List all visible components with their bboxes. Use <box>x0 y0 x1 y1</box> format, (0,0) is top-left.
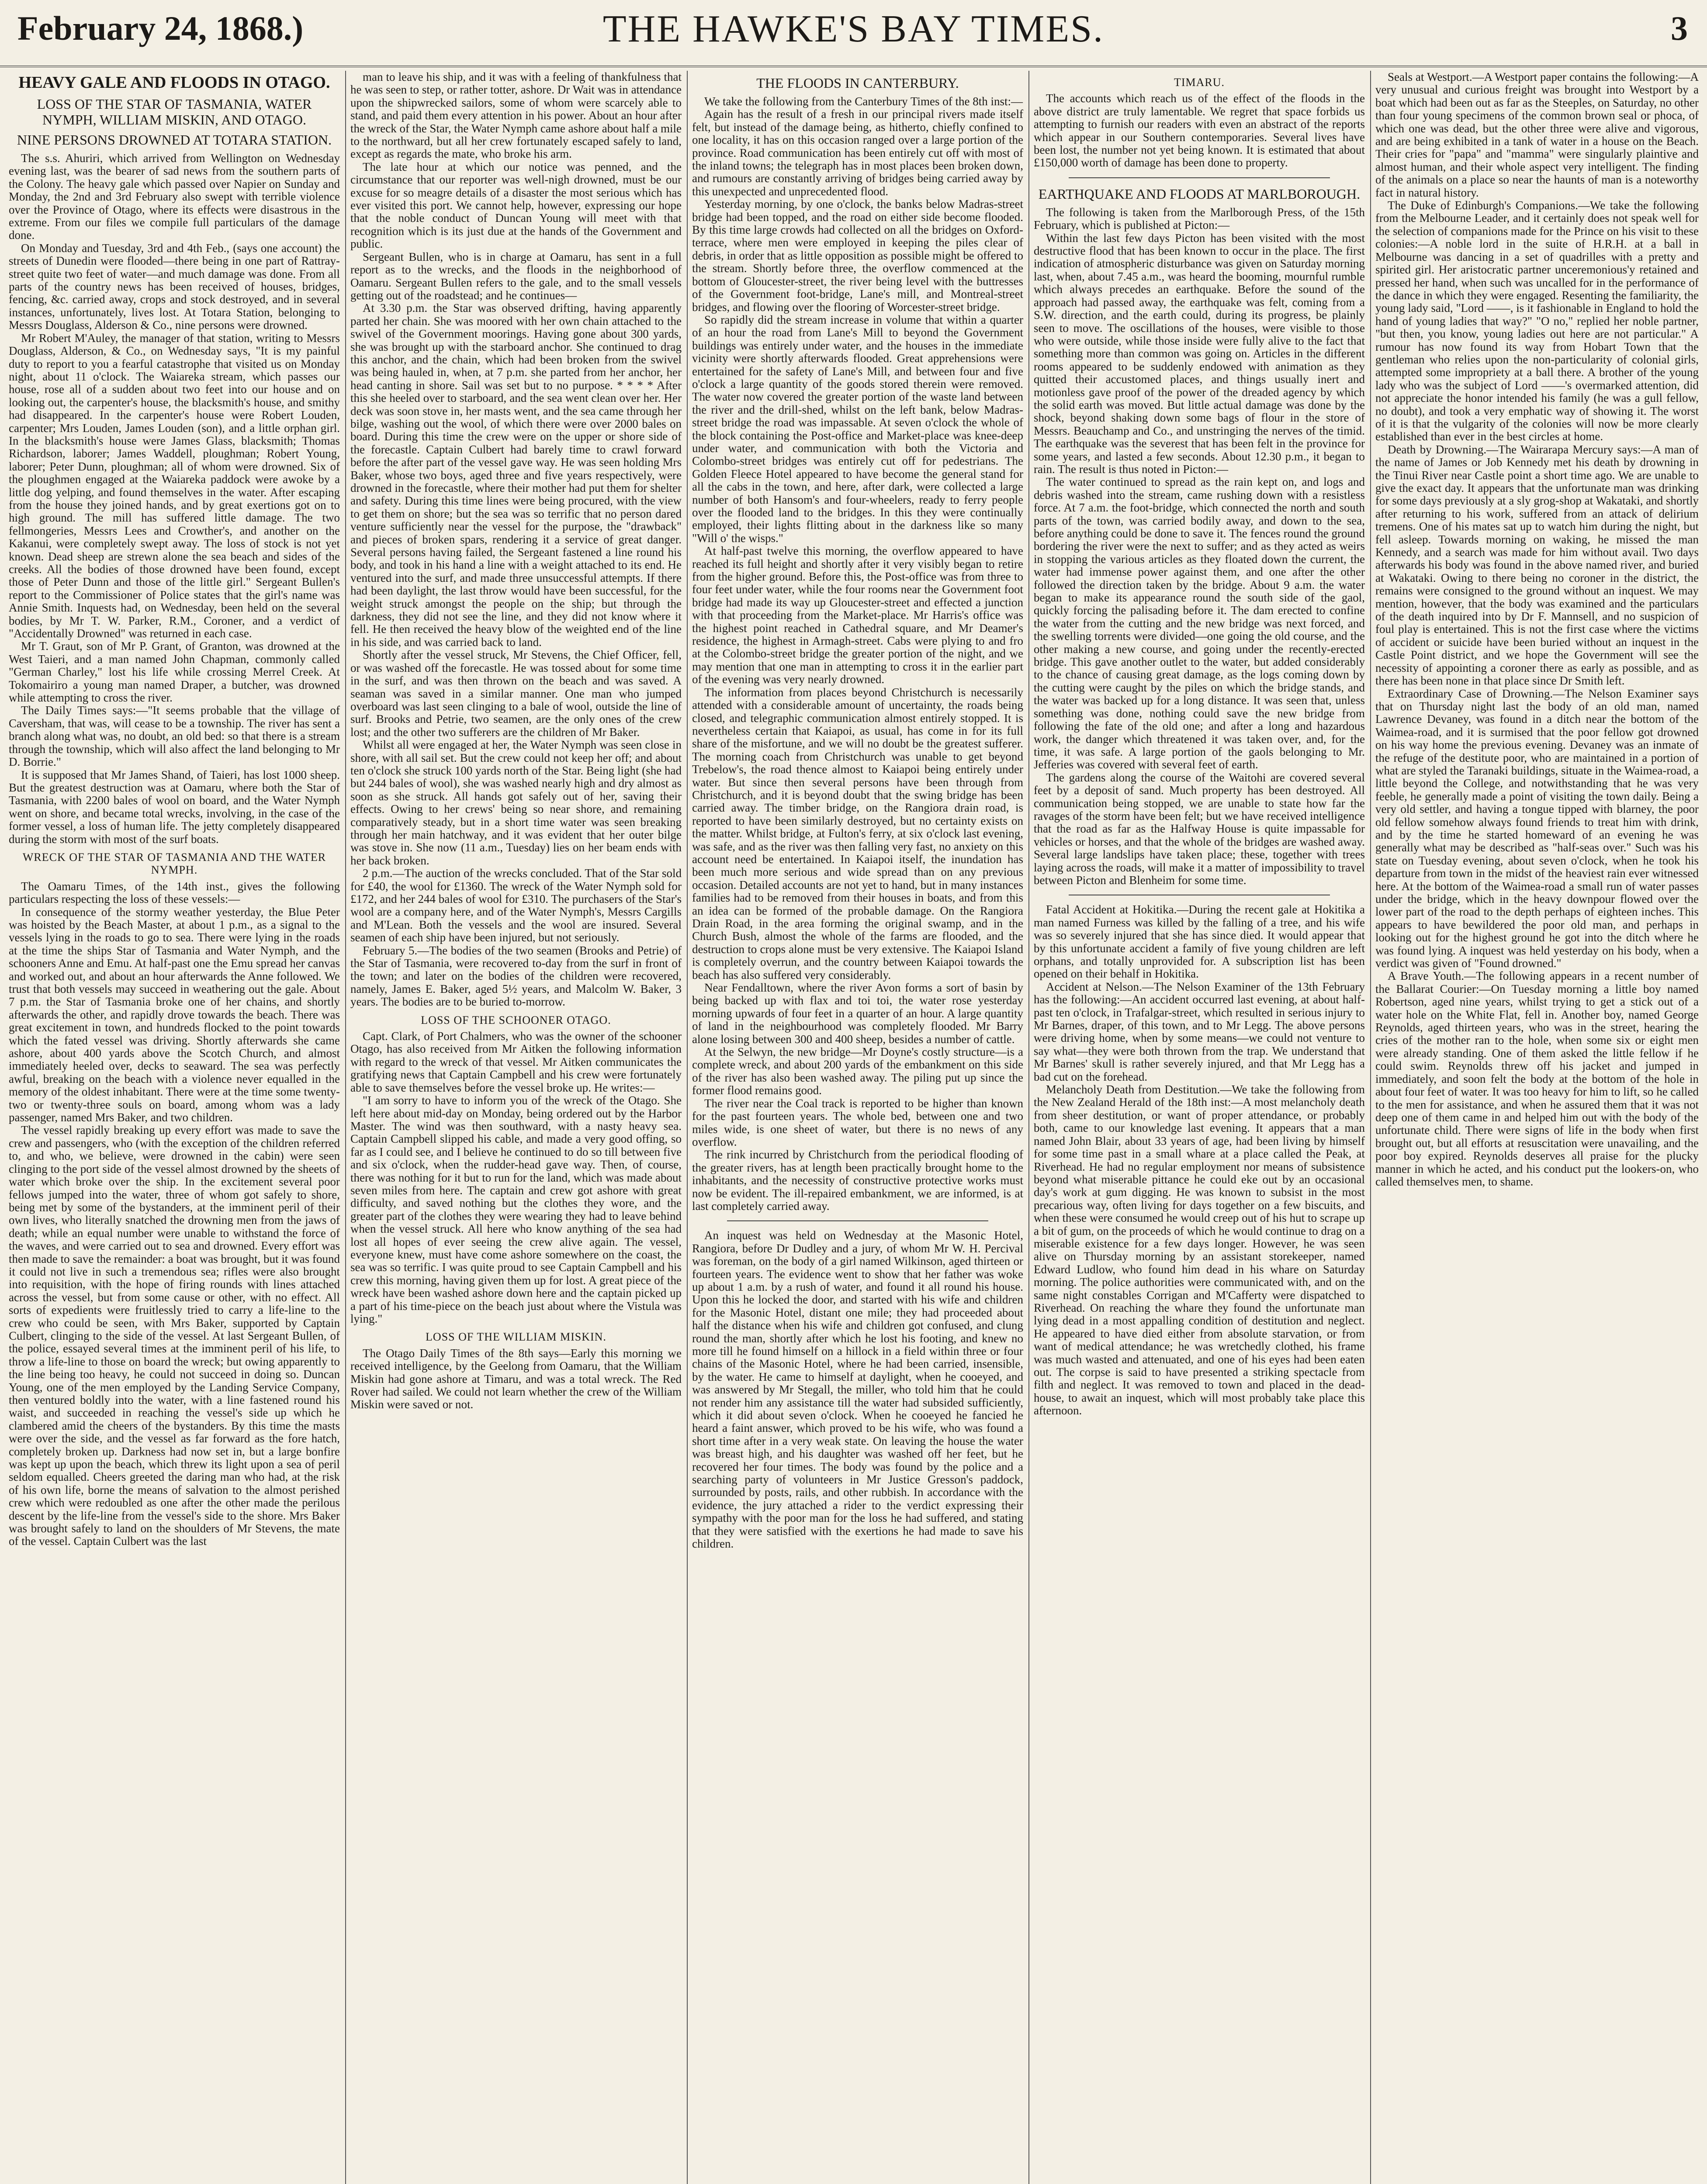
paragraph: 2 p.m.—The auction of the wrecks concluded. That of the Star sold for £40, the wool for £1360. The wreck of the Water Nymph sold for £172, and her 244 bales of wool for £310. The purchasers of the Star's wool are a company here, and of the Water Nymph's, Messrs Cargills and M'Lean. Both the vessels and the wool are insured. Several seamen of each ship have been injured, but not seriously. <box>350 867 682 944</box>
paragraph: A Brave Youth.—The following appears in a recent number of the Ballarat Courier:—On Tuesday morning a little boy named Robertson, aged nine years, whilst trying to get a stick out of a water hole on the White Flat, fell in. Another boy, named George Reynolds, aged thirteen years, who was in the street, hearing the cries of the mother ran to the hole, when some six or eight men were already standing. One of them asked the little fellow if he could swim. Reynolds threw off his jacket and jumped in immediately, and soon felt the body at the bottom of the hole in about four feet of water. It was too heavy for him to lift, so he called to the men for assistance, and when he assured them that it was not deep one of them came in and helped him out with the body of the unfortunate child. There were signs of life in the body when first brought out, but all efforts at resuscitation were unavailing, and the poor boy expired. Reynolds deserves all praise for the plucky manner in which he acted, and his conduct put the lookers-on, who called themselves men, to shame. <box>1375 969 1699 1188</box>
paragraph: Death by Drowning.—The Wairarapa Mercury says:—A man of the name of James or Job Kennedy met his death by drowning in the Tinui River near Castle point a short time ago. We are unable to give the exact day. It appears that the unfortunate man was drinking for some days previously at a sly grog-shop at Wakataki, and shortly after returning to his work, suffered from an attack of delirium tremens. One of his mates sat up to watch him during the night, but fell asleep. Towards morning on waking, he missed the man Kennedy, and a search was made for him without avail. Two days afterwards his body was found in the above named river, and buried at Wakataki. Owing to there being no coroner in the district, the remains were consigned to the ground without an inquest. We may mention, however, that the body was examined and the particulars of the death inquired into by Dr F. Mannsell, and no suspicion of foul play is entertained. This is not the first case where the victims of accident or suicide have been buried without an inquest in the Castle Point district, and we hope the Government will see the necessity of appointing a coroner there as early as possible, and as there has been none in that place since Dr Smith left. <box>1375 442 1699 688</box>
paragraph: The vessel rapidly breaking up every effort was made to save the crew and passengers, who (with the exception of the children referred to, and who, we believe, were drowned in the cabin) were seen clinging to the port side of the vessel almost drowned by the sheets of water which broke over the ship. In the excitement several poor fellows jumped into the water, three of whom got safely to shore, being met by some of the bystanders, at the imminent peril of their own lives, who literally snatched the drowning men from the jaws of death; while an equal number were unable to withstand the force of the waves, and were carried out to sea and drowned. Every effort was then made to save the remainder: a boat was brought, but it was found it could not live in such a tremendous sea; rifles were also brought into requisition, with the hope of firing rounds with lines attached across the vessel, but from some cause or other, with no effect. All sorts of expedients were fruitlessly tried to carry a life-line to the crew who could be seen, with Mrs Baker, supported by Captain Culbert, clinging to the side of the vessel. At last Sergeant Bullen, of the police, essayed several times at the imminent peril of his life, to throw a life-line to those on board the wreck; but owing apparently to the line being too heavy, he could not succeed in doing so. Duncan Young, one of the men employed by the Landing Service Company, then ventured boldly into the water, with a line fastened round his waist, and succeeded in reaching the vessel's side up which he clambered amid the cheers of the bystanders. By this time the masts were over the side, and the vessel as far forward as the fore hatch, completely broken up. Darkness had now set in, but a large bonfire was kept up upon the beach, which threw its light upon a sea of peril seldom equalled. Cheers greeted the daring man who had, at the risk of his own life, borne the means of salvation to the almost perished crew which were redoubled as one after the other made the perilous descent by the life-line from the vessel's side to the shore. Mrs Baker was brought safely to land on the shoulders of Mr Stevens, the mate of the vessel. Captain Culbert was the last <box>9 1123 340 1548</box>
section-subhead: TIMARU. <box>1174 76 1225 89</box>
paragraph: "I am sorry to have to inform you of the wreck of the Otago. She left here about mid-day on Monday, being ordered out by the Harbor Master. The wind was then southward, with a nasty heavy sea. Captain Campbell slipped his cable, and made a very good offing, so far as I could see, and I believe he continued to do so till between five and six o'clock, when the rudder-head gave way. Then, of course, there was nothing for it but to run for the land, which was made about seven miles from here. The captain and crew got ashore with great difficulty, and saved nothing but the clothes they wore, and the greater part of the clothes they were wearing they had to leave behind when the vessel struck. All here who know anything of the sea had lost all hopes of ever seeing the crew alive again. The vessel, everyone knew, must have come ashore somewhere on the coast, the sea was so terrific. I was quite proud to see Captain Campbell and his crew this morning, having given them up for lost. A great piece of the wreck have been washed ashore down here and the captain picked up a part of his time-piece on the beach just about where the Vistula was lying." <box>350 1094 682 1325</box>
paragraph: Again has the result of a fresh in our principal rivers made itself felt, but instead of the damage being, as hitherto, chiefly confined to one locality, it has on this occasion ranged over a large portion of the province. Road communication has been entirely cut off with most of the inland towns; the telegraph has in most places been broken down, and rumours are constantly arriving of bridges being carried away by this unexpected and unprecedented flood. <box>692 107 1023 198</box>
article-subhead: NINE PERSONS DROWNED AT TOTARA STATION. <box>17 132 332 148</box>
issue-date: February 24, 1868.) <box>17 9 304 47</box>
paragraph: It is supposed that Mr James Shand, of Taieri, has lost 1000 sheep. But the greatest destruction was at Oamaru, where both the Star of Tasmania, with 2200 bales of wool on board, and the Water Nymph went on shore, and became total wrecks, involving, in the case of the former vessel, a loss of human life. The jetty completely disappeared during the storm with most of the surf boats. <box>9 768 340 846</box>
paragraph: February 5.—The bodies of the two seamen (Brooks and Petrie) of the Star of Tasmania, were recovered to-day from the surf in front of the town; and later on the bodies of the children were recovered, namely, James E. Baker, aged 5½ years, and Malcolm W. Baker, 3 years. The bodies are to be buried to-morrow. <box>350 943 682 1009</box>
masthead <box>0 0 1707 67</box>
paragraph: Melancholy Death from Destitution.—We take the following from the New Zealand Herald of the 18th inst:—A most melancholy death from sheer destitution, or want of proper attendance, or probably both, came to our knowledge last evening. It appears that a man named John Blair, about 33 years of age, had been living by himself for some time past in a small whare at a place called the Peak, at Riverhead. He had no regular employment nor means of subsistence beyond what miserable pittance he could eke out by an occasional day's work at gum digging. He was known to subsist in the most precarious way, often living for days together on a few biscuits, and when these were consumed he would creep out of his hut to scrape up a bit of gum, on the proceeds of which he would continue to drag on a miserable existence for a few days longer. However, he was seen alive on Thursday morning by an assistant storekeeper, named Edward Ludlow, who found him dead in his whare on Saturday morning. The police authorities were communicated with, and on the same night constables Corrigan and M'Cafferty were dispatched to Riverhead. On reaching the whare they found the unfortunate man lying dead in a most appalling condition of destitution and neglect. He appeared to have died either from absolute starvation, or from want of medical attendance; he was wretchedly clothed, his frame was much wasted and attenuated, and one of his eyes had been eaten out. The corpse is said to have presented a striking spectacle from filth and neglect. It was removed to town and placed in the dead-house, to await an inquest, which will most probably take place this afternoon. <box>1034 1083 1365 1417</box>
column-1 <box>9 71 340 2184</box>
column-3 <box>692 71 1023 2184</box>
paragraph: The Oamaru Times, of the 14th inst., gives the following particulars respecting the loss of these vessels:— <box>9 879 340 906</box>
paragraph: Shortly after the vessel struck, Mr Stevens, the Chief Officer, fell, or was washed off the forecastle. He was tossed about for some time in the surf, and was then thrown on the beach and was saved. A seaman was saved in a similar manner. One man who jumped overboard was last seen clinging to a bale of wool, outside the line of surf. Brooks and Petrie, two seamen, are the only ones of the crew lost; and the other two sufferers are the children of Mr Baker. <box>350 648 682 739</box>
paragraph: Seals at Westport.—A Westport paper contains the following:—A very unusual and curious freight was brought into Westport by a boat which had been out as far as the Steeples, on Saturday, no other than four young specimens of the common brown seal or phoca, of which one was dead, but the other three were alive and vigorous, and are being exhibited in a tank of water in a house on the Beach. Their cries for "papa" and "mamma" were singularly plaintive and almost human, and their whole aspect very intelligent. The finding of the animals on a place so near the haunts of man is a noteworthy fact in natural history. <box>1375 71 1699 199</box>
paragraph: The Daily Times says:—"It seems probable that the village of Caversham, that was, will cease to be a township. The river has sent a branch along what was, no doubt, an old bed: so that there is a stream through the township, which will also affect the land belonging to Mr D. Borrie." <box>9 704 340 769</box>
paragraph: Mr T. Graut, son of Mr P. Grant, of Granton, was drowned at the West Taieri, and a man named John Chapman, commonly called "German Charley," lost his life while crossing Merrel Creek. At Tokomairiro a young man named Draper, a butcher, was drowned while attempting to cross the river. <box>9 639 340 705</box>
section-subhead: WRECK OF THE STAR OF TASMANIA AND THE WATER NYMPH. <box>22 850 326 877</box>
paragraph: The information from places beyond Christchurch is necessarily attended with a considerable amount of uncertainty, the roads being closed, and telegraphic communication almost entirely stopped. It is nevertheless certain that Kaiapoi, as usual, has come in for its full share of the misfortune, and we will no doubt be the greatest sufferer. The morning coach from Christchurch was unable to get beyond Trebelow's, the road thence almost to Kaiapoi being entirely under water. But since then several persons have been through from Christchurch, and it is beyond doubt that the swing bridge has been carried away. The timber bridge, on the Rangiora drain road, is reported to have been similarly destroyed, but no certainty exists on the matter. Whilst bridge, at Fulton's ferry, at six o'clock last evening, was safe, and as the river was then falling very fast, no anxiety on this account need be entertained. In Kaiapoi itself, the inundation has been much more serious and wide spread than on any previous occasion. Detailed accounts are not yet to hand, but in many instances families had to be removed from their houses in boats, and from this an idea can be formed of the probable damage. On the Rangiora Drain Road, in the area forming the original swamp, and in the Church Bush, almost the whole of the farms are flooded, and the destruction to crops alone must be very extensive. The Kaiapoi Island is completely overrun, and the country between Kaiapoi towards the beach has also suffered very considerably. <box>692 685 1023 981</box>
separator-rule <box>1069 177 1330 178</box>
paragraph: The gardens along the course of the Waitohi are covered several feet by a deposit of sand. Much property has been destroyed. All communication being stopped, we are unable to state how far the ravages of the storm have been felt; but we have received intelligence that the road as far as the Halfway House is quite impassable for vehicles or horses, and that the whole of the bridges are washed away. Several large landslips have taken place; these, together with trees laying across the roads, will make it a matter of impossibility to travel between Picton and Blenheim for some time. <box>1034 771 1365 887</box>
paragraph: Accident at Nelson.—The Nelson Examiner of the 13th February has the following:—An accident occurred last evening, at about half-past ten o'clock, in Trafalgar-street, which resulted in serious injury to Mr Barnes, draper, of this town, and to Mr Legg. The above persons were driving home, when by some means—we could not venture to say what—they were both thrown from the trap. We understand that Mr Barnes' skull is rather severely injured, and that Mr Legg has a bad cut on the forehead. <box>1034 980 1365 1083</box>
section-subhead: LOSS OF THE WILLIAM MISKIN. <box>426 1330 606 1344</box>
column-rule <box>1028 71 1029 2184</box>
column-4 <box>1034 71 1365 2184</box>
newspaper-title: THE HAWKE'S BAY TIMES. <box>602 8 1105 50</box>
separator-rule <box>727 1220 988 1221</box>
paragraph: An inquest was held on Wednesday at the Masonic Hotel, Rangiora, before Dr Dudley and a jury, of whom Mr W. H. Percival was foreman, on the body of a girl named Wilkinson, aged thirteen or fourteen years. The evidence went to show that her father was woke up about 1 a.m. by a rush of water, and found it all round his house. Upon this he locked the door, and started with his wife and children for the Masonic Hotel, distant one mile; they had proceeded about half the distance when his wife and children got confused, and clung round the man, shortly after which he lost his footing, and knew no more till he found himself on a hillock in a field within three or four chains of the Masonic Hotel, where he had been carried, insensible, by the water. He came to himself at daylight, when he cooeyed, and was answered by Mr Stegall, the miller, who told him that he could not render him any assistance till the water had subsided sufficiently, which it did about seven o'clock. When he cooeyed he fancied he heard a faint answer, which proved to be his wife, who was found a short time after in a very weak state. On leaving the house the water was breast high, and his daughter was washed off her feet, but he recovered her four times. The body was found by the police and a searching party of volunteers in Mr Justice Gresson's paddock, surrounded by posts, rails, and other rubbish. In accordance with the evidence, the jury attached a rider to the verdict expressing their sympathy with the poor man for the loss he had suffered, and stating that they were satisfied with the exertions he had made to save his children. <box>692 1229 1023 1551</box>
paragraph: Near Fendalltown, where the river Avon forms a sort of basin by being backed up with flax and toi toi, the water rose yesterday morning upwards of four feet in a quarter of an hour. A large quantity of land in the neighbourhood was completely flooded. Mr Barry alone losing between 300 and 400 sheep, besides a number of cattle. <box>692 981 1023 1046</box>
paragraph: The rink incurred by Christchurch from the periodical flooding of the greater rivers, has at length been practically brought home to the inhabitants, and the necessity of constructive protective works must now be evident. The ill-repaired embankment, we are informed, is at last completely carried away. <box>692 1148 1023 1213</box>
paragraph: Yesterday morning, by one o'clock, the banks below Madras-street bridge had been topped, and the road on either side become flooded. By this time large crowds had collected on all the bridges on Oxford-terrace, where men were employed in keeping the piles clear of debris, in order that as little opposition as possible might be offered to the stream. Shortly before three, the overflow commenced at the bottom of Gloucester-street, the river being level with the buttresses of the Government foot-bridge, Lane's mill, and Montreal-street bridges, and flowing over the flooring of Worcester-street bridge. <box>692 197 1023 314</box>
paragraph: man to leave his ship, and it was with a feeling of thankfulness that he was seen to step, or rather totter, ashore. Dr Wait was in attendance upon the shipwrecked sailors, some of whom were scarcely able to stand, and paid them every attention in his power. About an hour after the wreck of the Star, the Water Nymph came ashore about half a mile to the northward, but all her crew fortunately escaped safely to land, except as regards the mate, who broke his arm. <box>350 71 682 161</box>
paragraph: At the Selwyn, the new bridge—Mr Doyne's costly structure—is a complete wreck, and about 200 yards of the embankment on this side of the river has also been washed away. The piling put up since the former flood remains good. <box>692 1045 1023 1097</box>
paragraph: In consequence of the stormy weather yesterday, the Blue Peter was hoisted by the Beach Master, at about 1 p.m., as a signal to the vessels lying in the roads to go to sea. There were lying in the roads at the time the ships Star of Tasmania and Water Nymph, and the schooners Anne and Emu. At half-past one the Emu spread her canvas and worked out, and about an hour afterwards the Anne followed. We trust that both vessels may succeed in weathering out the gale. About 7 p.m. the Star of Tasmania broke one of her chains, and shortly afterwards the other, and rapidly drove towards the beach. There was great excitement in town, and hundreds flocked to the point towards which the fated vessel was driving. Shortly afterwards she came ashore, about 400 yards above the Scotch Church, and almost immediately heeled over, decks to seaward. The sea was perfectly awful, breaking on the beach with a violence never equalled in the memory of the oldest inhabitant. There were at the time some twenty-two or twenty-three souls on board, among whom was a lady passenger, named Mrs Baker, and two children. <box>9 905 340 1124</box>
paragraph: Mr Robert M'Auley, the manager of that station, writing to Messrs Douglass, Alderson, & Co., on Wednesday says, "It is my painful duty to report to you a fearful catastrophe that visited us on Monday night, about 11 o'clock. The Waiareka stream, which passes our house, rose all of a sudden about two feet into our house and on looking out, the carpenter's house, the blacksmith's house, and smithy had disappeared. In the carpenter's house were Robert Louden, carpenter; Mrs Louden, James Louden (son), and a little orphan girl. In the blacksmith's house were James Glass, blacksmith; Thomas Richardson, laborer; James Waddell, ploughman; Robert Young, laborer; Peter Dunn, ploughman; all of whom were drowned. Six of the ploughmen engaged at the Waiareka paddock were awoke by a little dog yelping, and found themselves in the water. After escaping from the house they joined hands, and by great exertions got on to high ground. The mill has suffered little damage. The two fellmongeries, Messrs Lees and Crowther's, and another on the Kakanui, were completely swept away. The loss of stock is not yet known. Dead sheep are strewn alone the sea beach and sides of the creeks. All the bodies of those drowned have been found, except those of Peter Dunn and those of the little girl." Sergeant Bullen's report to the Commissioner of Police states that the girl's name was Annie Smith. Inquests had, on Wednesday, been held on the several bodies, by Mr T. W. Parker, R.M., Coroner, and a verdict of "Accidentally Drowned" was returned in each case. <box>9 331 340 640</box>
article-headline: HEAVY GALE AND FLOODS IN OTAGO. <box>18 73 330 92</box>
paragraph: The accounts which reach us of the effect of the floods in the above district are truly lamentable. We regret that space forbids us attempting to furnish our readers with even an abstract of the reports which appear in our Southern contemporaries. Several lives have been lost, the number not yet being known. It is estimated that about £150,000 worth of damage has been done to property. <box>1034 92 1365 169</box>
column-rule <box>345 71 346 2184</box>
paragraph: Sergeant Bullen, who is in charge at Oamaru, has sent in a full report as to the wrecks, and the floods in the neighborhood of Oamaru. Sergeant Bullen refers to the gale, and to the small vessels getting out of the roadstead; and he continues— <box>350 250 682 302</box>
paragraph: Capt. Clark, of Port Chalmers, who was the owner of the schooner Otago, has also received from Mr Aitken the following information with regard to the wreck of that vessel. Mr Aitken communicates the gratifying news that Captain Campbell and his crew were fortunately able to save themselves before the vessel broke up. He writes:— <box>350 1030 682 1094</box>
paragraph: On Monday and Tuesday, 3rd and 4th Feb., (says one account) the streets of Dunedin were flooded—there being in one part of Rattray-street quite two feet of water—and much damage was done. From all parts of the country news has been received of houses, bridges, fencing, &c. carried away, crops and stock destroyed, and in several instances, unfortunately, lives lost. At Totara Station, belonging to Messrs Douglass, Alderson & Co., nine persons were drowned. <box>9 241 340 332</box>
paragraph: The Otago Daily Times of the 8th says—Early this morning we received intelligence, by the Geelong from Oamaru, that the William Miskin had gone ashore at Timaru, and was a total wreck. The Red Rover had sailed. We could not learn whether the crew of the William Miskin were saved or not. <box>350 1346 682 1411</box>
paragraph: The following is taken from the Marlborough Press, of the 15th February, which is published at Picton:— <box>1034 205 1365 232</box>
paragraph: Extraordinary Case of Drowning.—The Nelson Examiner says that on Thursday night last the body of an old man, named Lawrence Devaney, was found in a ditch near the bottom of the Waimea-road, and it is surmised that the poor fellow got drowned on his way home the previous evening. Devaney was an inmate of the refuge of the destitute poor, who are maintained in a portion of what are styled the Taranaki buildings, situate in the Waimea-road, a little beyond the College, and notwithstanding that he was very feeble, he generally made a point of visiting the town daily. Being a very old settler, and having a tongue tipped with blarney, the poor old fellow somehow always found friends to treat him with drink, and by the time he started homeward of an evening he was generally what may be described as "half-seas over." Such was his state on Tuesday evening, about seven o'clock, when he took his departure from town in the midst of the heaviest rain ever witnessed here. At the bottom of the Waimea-road a small run of water passes under the bridge, which in the heavy downpour flowed over the lower part of the road to the depth perhaps of eighteen inches. This appears to have bewildered the poor old man, and perhaps in looking out for the highest ground he got into the ditch where he was found lying. A inquest was held yesterday on his body, when a verdict was given of "Found drowned." <box>1375 687 1699 970</box>
paragraph: The s.s. Ahuriri, which arrived from Wellington on Wednesday evening last, was the bearer of sad news from the southern parts of the Colony. The heavy gale which passed over Napier on Sunday and Monday, the 2nd and 3rd February also swept with terrible violence over the Province of Otago, where its effects were disastrous in the extreme. From our files we compile full particulars of the damage done. <box>9 152 340 242</box>
paragraph: At half-past twelve this morning, the overflow appeared to have reached its full height and shortly after it very visibly began to retire from the higher ground. Before this, the Post-office was from three to four feet under water, while the four rooms near the Government foot bridge had made its way up Gloucester-street and effected a junction with that proceeding from the Market-place. Mr Harris's office was the highest point reached in Cathedral square, and Mr Deamer's residence, the highest in Armagh-street. Cabs were plying to and fro at the Colombo-street bridge the greater portion of the night, and we may mention that one man in attempting to cross it in the earlier part of the evening was very nearly drowned. <box>692 544 1023 686</box>
paragraph: So rapidly did the stream increase in volume that within a quarter of an hour the road from Lane's Mill to beyond the Government buildings was entirely under water, and the houses in the immediate vicinity were shortly afterwards flooded. Great apprehensions were entertained for the safety of Lane's Mill, and between four and five o'clock a large quantity of the goods stored therein were removed. The water now covered the greater portion of the waste land between the river and the drill-shed, whilst on the left bank, below Madras-street bridge the road was impassable. At seven o'clock the whole of the block containing the Post-office and Market-place was knee-deep under water, and communication with both the Victoria and Colombo-street bridges was entirely cut off for pedestrians. The Golden Fleece Hotel appeared to have become the general stand for all the cabs in the town, and here, after dark, were collected a large number of both Hansom's and four-wheelers, ready to ferry people over the flooded land to the bridges. In this they were continually employed, their lights flitting about in the darkness like so many "Will o' the wisps." <box>692 313 1023 545</box>
column-5 <box>1375 71 1699 2184</box>
paragraph: Fatal Accident at Hokitika.—During the recent gale at Hokitika a man named Furness was killed by the falling of a tree, and his wife was so severely injured that she has since died. It would appear that by this unfortunate accident a family of five young children are left orphans, and totally unprovided for. A subscription list has been opened on their behalf in Hokitika. <box>1034 903 1365 981</box>
page-number: 3 <box>1671 9 1688 47</box>
paragraph: At 3.30 p.m. the Star was observed drifting, having apparently parted her chain. She was moored with her own chain attached to the swivel of the Government moorings. Having gone about 300 yards, she was brought up with the starboard anchor. She continued to drag this anchor, and the chain, which had been broken from the swivel was being hauled in, when, at 7 p.m. she parted from her anchor, her head canting in shore. Sail was set but to no purpose. * * * * After this she heeled over to starboard, and the sea went clean over her. Her deck was soon stove in, her masts went, and the sea came through her bilge, washing out the wool, of which there were over 2000 bales on board. During this time the crew were on the upper or shore side of the forecastle. Captain Culbert had barely time to crawl forward before the after part of the vessel gave way. He was seen holding Mrs Baker, whose two boys, aged three and five years respectively, were drowned in the forecastle, where their mother had put them for shelter and safety. During this time lines were being procured, with the view to get them on shore; but the sea was so terrific that no person dared venture sufficiently near the vessel for the purpose, the "drawback" and pieces of broken spars, rendering it a service of great danger. Several persons having failed, the Sergeant fastened a line round his body, and took in his hand a line with a weight attached to its end. He ventured into the surf, and made three unsuccessful attempts. If there had been daylight, the last throw would have been successful, for the weight struck amongst the people on the ship; but through the darkness, they did not see the line, and they did not know where it fell. He then received the heavy blow of the weighted end of the line in his side, and was carried back to land. <box>350 301 682 649</box>
article-headline: EARTHQUAKE AND FLOODS AT MARLBOROUGH. <box>1038 186 1361 202</box>
paragraph: The late hour at which our notice was penned, and the circumstance that our reporter was well-nigh drowned, must be our excuse for so meagre details of a disaster the most serious which has ever visited this port. We cannot help, however, expressing our hope that the noble conduct of Duncan Young will meet with that recognition which is its just due at the hands of the Government and public. <box>350 160 682 251</box>
paragraph: The Duke of Edinburgh's Companions.—We take the following from the Melbourne Leader, and it certainly does not speak well for the selection of companions made for the Prince on his visit to these colonies:—A noble lord in the suite of H.R.H. at a ball in Melbourne was dancing in a set of quadrilles with a pretty and spirited girl. Her aristocratic partner unceremonious'y retained and pressed her hand, when such was uncalled for in the performance of the dance in which they were engaged. Resenting the familiarity, the young lady said, "Lord ——, is it fashionable in England to hold the hand of young ladies that way?" "O no," replied her noble partner, "but then, you know, young ladies out here are not particular." A rumour has now found its way from Hobart Town that the gentleman who relies upon the non-particularity of colonial girls, attempted some impropriety at a ball there. A brother of the young lady who was the subject of Lord ——'s overmarked attention, did not appreciate the honor intended his family (he was a gull fellow, no doubt), and took a very emphatic way of showing it. The worst of it is that the vulgarity of the colonies will now be more clearly established than ever in the best circles at home. <box>1375 199 1699 443</box>
paragraph: The river near the Coal track is reported to be higher than known for the past fourteen years. The whole bed, between one and two miles wide, is one sheet of water, but there is no news of any overflow. <box>692 1096 1023 1148</box>
column-rule <box>687 71 688 2184</box>
paragraph: Within the last few days Picton has been visited with the most destructive flood that has been known to occur in the place. The first indication of atmospheric disturbance was given on Saturday morning last, when, about 7.45 a.m., was heard the booming, mournful rumble which always precedes an earthquake. Before the sound of the approach had passed away, the earthquake was felt, coming from a S.W. direction, and the earth could, during its progress, be plainly seen to move. The oscillations of the houses, were visible to those who were outside, while those inside were fully alive to the fact that something more than common was going on. Articles in the different rooms appeared to be suddenly endowed with animation as they quitted their accustomed places, and things usually inert and motionless gave proof of the power of the dreaded agency by which the solid earth was moved. But little actual damage was done by the shock, beyond shaking down some bags of flour in the store of Messrs. Beauchamp and Co., and unstringing the nerves of the timid. The earthquake was the severest that has been felt in the province for some years, and lasted a few seconds. About 12.30 p.m., it began to rain. The result is thus noted in Picton:— <box>1034 231 1365 476</box>
section-subhead: LOSS OF THE SCHOONER OTAGO. <box>421 1013 611 1026</box>
article-headline: THE FLOODS IN CANTERBURY. <box>756 75 959 91</box>
paragraph: Whilst all were engaged at her, the Water Nymph was seen close in shore, with all sail set. But the crew could not keep her off; and about ten o'clock she struck 100 yards north of the Star. Being light (she had but 244 bales of wool), she was washed nearly high and dry almost as soon as she struck. All hands got safely out of her, saving their effects. Owing to her crews' being so near shore, and remaining comparatively steady, but in a short time water was seen breaking through her main hatchway, and it was evident that her outer bilge was stove in. She now (11 a.m., Tuesday) lies on her beam ends with her back broken. <box>350 738 682 867</box>
column-2 <box>350 71 682 2184</box>
column-rule <box>1370 71 1371 2184</box>
article-subhead: LOSS OF THE STAR OF TASMANIA, WATER NYMPH, WILLIAM MISKIN, AND OTAGO. <box>37 96 312 128</box>
paragraph: The water continued to spread as the rain kept on, and logs and debris washed into the stream, came rushing down with a resistless force. At 7 a.m. the foot-bridge, which connected the north and south parts of the town, was carried bodily away, and down to the sea, before anything could be done to save it. The fences round the ground bordering the river were the next to suffer; and as they acted as weirs in stopping the various articles as they floated down the current, the water had immense power against them, and one after the other followed the direction taken by the bridge. About 9 a.m. the water began to make its appearance round the south side of the gaol, quickly forcing the palisading before it. The dam erected to confine the water from the cutting and the new bridge was next forced, and the swelling torrents were divided—one going the old course, and the other making a new course, and going under the recently-erected bridge. This gave another outlet to the water, but added considerably to the chance of causing great damage, as the logs coming down by the cutting were caught by the piles on which the bridge stands, and the water was backed up for a long distance. It was seen that, unless something was done, nothing could save the new bridge from following the fate of the old one; and after a long and hazardous work, the danger which threatened it was taken over, and, for the time, it was safe. A large portion of the gaols belonging to Mr. Jefferies was covered with several feet of earth. <box>1034 475 1365 771</box>
paragraph: We take the following from the Canterbury Times of the 8th inst:— <box>704 95 1023 108</box>
